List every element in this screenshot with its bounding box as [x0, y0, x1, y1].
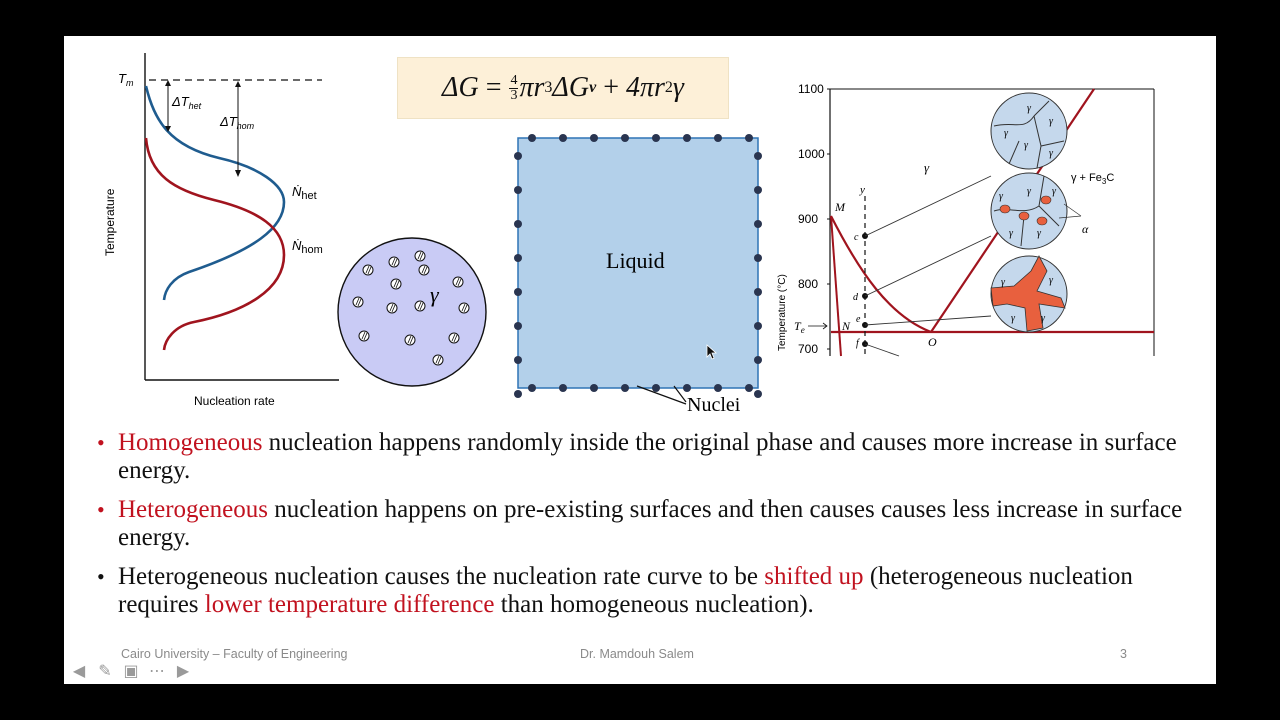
pd-label-te: $T_e$ [794, 319, 805, 335]
nucleus-dot [745, 384, 753, 392]
nucleus-dot [621, 134, 629, 142]
pd-label-gamma-region: γ [924, 160, 930, 175]
tm-label: $T_m$ [118, 71, 134, 88]
liquid-label: Liquid [606, 248, 665, 273]
nucleus-dot [683, 384, 691, 392]
pd-label-c: c [854, 232, 859, 243]
pd-label-m: M [835, 200, 845, 214]
bullet-list [97, 429, 1186, 630]
pd-label-alpha: α [1082, 222, 1089, 236]
grain-gamma-label: γ [1037, 228, 1041, 239]
nucleus-dot [745, 134, 753, 142]
bullet-dot: • [97, 430, 105, 455]
pd-ytick-label: 700 [798, 342, 819, 356]
pd-label-e: e [856, 314, 861, 325]
grain-gamma-label: γ [1049, 148, 1053, 159]
bullet-homogeneous: • Homogeneous nucleation happens randomly inside the original phase and causes more increase in surface energy. [97, 429, 1177, 484]
grain-gamma-label: γ [1041, 313, 1045, 324]
nucleus-dot [514, 322, 522, 330]
pd-y-axis-label: Temperature (°C) [777, 274, 788, 351]
nucleus-dot [514, 288, 522, 296]
pd-label-n: N [842, 319, 851, 333]
pen-icon[interactable]: ✎ [98, 660, 112, 680]
nucleus-dot [514, 390, 522, 398]
nucleus-dot [754, 390, 762, 398]
slide [64, 36, 1216, 684]
more-icon[interactable]: ⋯ [149, 660, 165, 680]
nucleus-dot [754, 254, 762, 262]
delta-t-het-label: $\Delta T_{het}$ [172, 94, 202, 111]
slide-number: 3 [1120, 647, 1127, 661]
bullet-dot: • [97, 564, 105, 589]
nucleus-dot [514, 356, 522, 364]
gamma-label: γ [430, 282, 439, 307]
mouse-cursor-icon [706, 344, 718, 360]
arrow-right-icon[interactable]: ▶ [176, 660, 190, 680]
nucleus-dot [652, 384, 660, 392]
nucleus-dot [714, 384, 722, 392]
nucleation-rate-chart [94, 50, 364, 415]
nucleus-dot [590, 384, 598, 392]
pd-label-d: d [853, 292, 858, 303]
nucleus-dot [514, 220, 522, 228]
x-axis-label: Nucleation rate [194, 394, 275, 408]
pd-label-y: y [860, 184, 865, 196]
nucleus-dot [514, 152, 522, 160]
pd-ytick-label: 800 [798, 277, 819, 291]
arrow-left-icon[interactable]: ◀ [72, 660, 86, 680]
series-n-het [146, 86, 284, 300]
nucleus-dot [559, 384, 567, 392]
y-axis-label: Temperature [103, 188, 117, 256]
grain-gamma-label: γ [1052, 186, 1056, 197]
delta-t-hom-label: $\Delta T_{hom}$ [220, 114, 255, 131]
grain-gamma-label: γ [1027, 103, 1031, 114]
grain-gamma-label: γ [1004, 128, 1008, 139]
n-het-label: Ṅ$_{het}$ [292, 184, 317, 202]
pd-ytick-label: 1000 [798, 147, 825, 161]
pd-label-o: O [928, 335, 937, 349]
grain-gamma-label: γ [1024, 140, 1028, 151]
nuclei-label: Nuclei [687, 394, 741, 416]
pd-yticks [798, 82, 830, 356]
highlight-lower-temp: lower temperature difference [204, 591, 495, 618]
grain-gamma-label: γ [1011, 313, 1015, 324]
grain-gamma-label: γ [999, 191, 1003, 202]
series-n-hom [146, 138, 284, 350]
slideshow-controls [68, 660, 194, 680]
nucleus-dot [754, 288, 762, 296]
footer-author: Dr. Mamdouh Salem [580, 647, 694, 661]
grain-gamma-label: γ [1049, 275, 1053, 286]
nucleus-dot [683, 134, 691, 142]
gamma-phase-circle [334, 234, 490, 390]
nucleus-dot [528, 134, 536, 142]
nucleus-dot [754, 322, 762, 330]
nucleus-dot [514, 186, 522, 194]
nucleus-dot [514, 254, 522, 262]
bullet-heterogeneous: • Heterogeneous nucleation happens on pre-existing surfaces and then causes causes less increase in surface energy. [97, 496, 1183, 551]
pd-label-f: f [856, 338, 859, 349]
highlight-shifted-up: shifted up [764, 563, 864, 590]
highlight-heterogeneous: Heterogeneous [118, 496, 268, 523]
grain-circles [991, 93, 1067, 332]
nucleus-dot [754, 186, 762, 194]
liquid-nucleation-box [514, 134, 764, 424]
bullet-dot: • [97, 497, 105, 522]
slides-icon[interactable]: ▣ [123, 660, 139, 680]
nucleus-dot [714, 134, 722, 142]
equation-box: ΔG = $\frac{4}{3}$ πr 3 ΔG v + 4πr 2 γ [397, 57, 729, 119]
nucleus-dot [754, 152, 762, 160]
nucleus-dot [652, 134, 660, 142]
grain-gamma-label: γ [1001, 277, 1005, 288]
bullet-shifted-up: • Heterogeneous nucleation causes the nucleation rate curve to be shifted up (heterogeneous nucleation requires lower temperature difference than homogeneous nucleation). [97, 563, 1133, 618]
pd-ytick-label: 900 [798, 212, 819, 226]
n-hom-label: Ṅ$_{hom}$ [292, 238, 323, 256]
nucleus-dot [621, 384, 629, 392]
phase-diagram [769, 76, 1164, 361]
nucleus-dot [528, 384, 536, 392]
nucleus-dot [754, 356, 762, 364]
highlight-homogeneous: Homogeneous [118, 429, 263, 456]
nucleus-dot [559, 134, 567, 142]
grain-gamma-label: γ [1049, 116, 1053, 127]
nucleus-dot [754, 220, 762, 228]
pd-label-gamma-fe3c: $\gamma + Fe_3C$ [1071, 172, 1115, 186]
nucleus-dot [590, 134, 598, 142]
footer-affiliation: Cairo University – Faculty of Engineering [121, 647, 348, 661]
pd-ytick-label: 1100 [798, 82, 824, 96]
grain-gamma-label: γ [1009, 228, 1013, 239]
grain-gamma-label: γ [1027, 186, 1031, 197]
